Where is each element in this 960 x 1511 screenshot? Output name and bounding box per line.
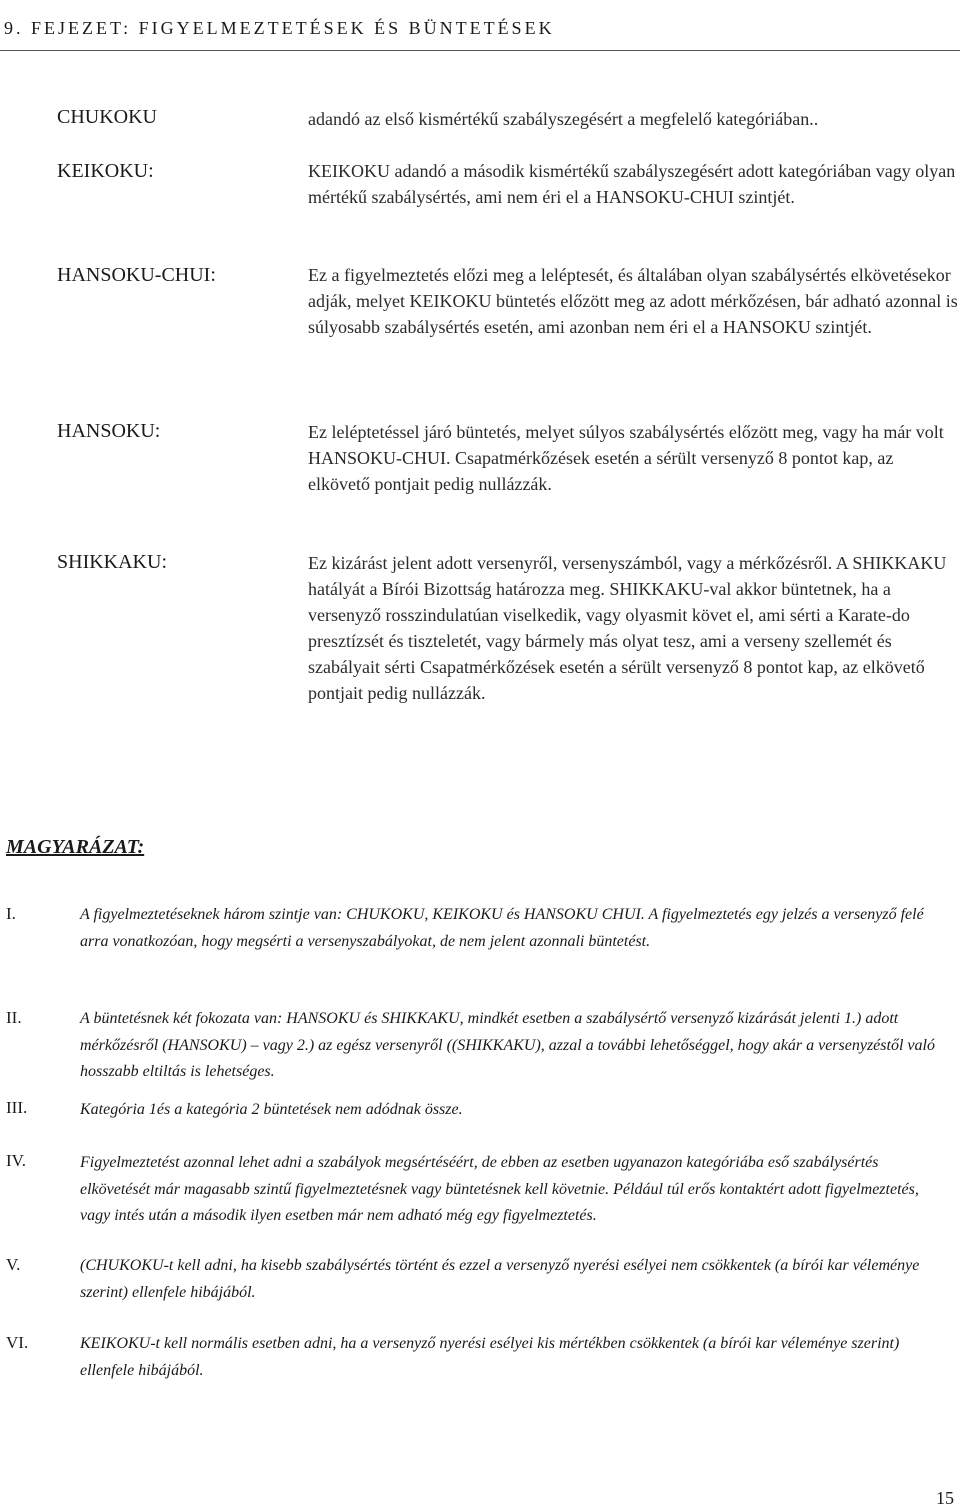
term-text-keikoku: KEIKOKU adandó a második kismértékű szabályszegésért adott kategóriában vagy olyan mértékű szabálysértés, ami nem éri el a HANSOKU-CHUI szintjét.	[308, 161, 956, 207]
note-text: (CHUKOKU-t kell adni, ha kisebb szabálysértés történt és ezzel a versenyző nyerési esélyei nem csökkentek (a bírói kar véleménye szerint) ellenfele hibájából.	[80, 1257, 920, 1301]
heading-divider	[0, 50, 960, 51]
term-label-chukoku: CHUKOKU	[57, 106, 157, 128]
note-number: I.	[6, 904, 16, 923]
note-text: A büntetésnek két fokozata van: HANSOKU és SHIKKAKU, mindkét esetben a szabálysértő versenyző kizárását jelenti 1.) adott mérkőzésről (HANSOKU) – vagy 2.) az egész versenyről ((SHIKKAKU), azzal a további lehetőséggel, hogy akár a versenyzéstől való hosszabb eltiltás is lehetséges.	[80, 1010, 935, 1080]
note-number: III.	[6, 1098, 28, 1117]
chapter-heading: 9. FEJEZET: FIGYELMEZTETÉSEK ÉS BÜNTETÉSEK	[4, 18, 555, 38]
term-text-hansoku-chui: Ez a figyelmeztetés előzi meg a leléptesét, és általában olyan szabálysértés elkövetésekor adják, melyet KEIKOKU büntetés előzött meg az adott mérkőzésen, bár adható azonnal is súlyosabb szabálysértés esetén, ami azonban nem éri el a HANSOKU szintjét.	[308, 265, 958, 337]
term-label-shikkaku: SHIKKAKU:	[57, 551, 167, 573]
term-text-chukoku: adandó az első kismértékű szabályszegésért a megfelelő kategóriában..	[308, 109, 819, 129]
page-number: 15	[936, 1488, 954, 1508]
term-label-hansoku: HANSOKU:	[57, 420, 161, 442]
note-number: IV.	[6, 1151, 26, 1170]
term-text-hansoku: Ez leléptetéssel járó büntetés, melyet súlyos szabálysértés előzött meg, vagy ha már volt HANSOKU-CHUI. Csapatmérkőzések esetén a sérült versenyző 8 pontot kap, az elkövető pontjait pedig nullázzák.	[308, 422, 944, 494]
note-number: VI.	[6, 1333, 29, 1352]
note-text: KEIKOKU-t kell normális esetben adni, ha a versenyző nyerési esélyei kis mértékben csökkentek (a bírói kar véleménye szerint) ellenfele hibájából.	[80, 1335, 900, 1379]
note-text: Figyelmeztetést azonnal lehet adni a szabályok megsértéséért, de ebben az esetben ugyanazon kategóriába eső szabálysértés elkövetését már magasabb szintű figyelmeztetésnek vagy büntetésnek kell követnie. Például túl erős kontaktért adott figyelmeztetés, vagy intés után a második ilyen esetben már nem adható még egy figyelmeztetés.	[80, 1154, 919, 1224]
note-number: II.	[6, 1008, 22, 1027]
note-text: A figyelmeztetéseknek három szintje van: CHUKOKU, KEIKOKU és HANSOKU CHUI. A figyelmeztetés egy jelzés a versenyző felé arra vonatkozóan, hogy megsérti a versenyszabályokat, de nem jelent azonnali büntetést.	[80, 906, 924, 950]
term-label-keikoku: KEIKOKU:	[57, 160, 154, 182]
note-text: Kategória 1és a kategória 2 büntetések nem adódnak össze.	[80, 1101, 463, 1118]
term-text-shikkaku: Ez kizárást jelent adott versenyről, versenyszámból, vagy a mérkőzésről. A SHIKKAKU hatályát a Bírói Bizottság határozza meg. SHIKKAKU-val akkor büntetnek, ha a versenyző rosszindulatúan viselkedik, vagy olyasmit követ el, ami sérti a Karate-do presztízsét és tiszteletét, vagy bármely más olyat tesz, ami a verseny szellemét és szabályait sérti Csapatmérkőzések esetén a sérült versenyző 8 pontot kap, az elkövető pontjait pedig nullázzák.	[308, 553, 947, 703]
explanation-title: MAGYARÁZAT:	[6, 836, 145, 858]
term-label-hansoku-chui: HANSOKU-CHUI:	[57, 264, 216, 286]
note-number: V.	[6, 1255, 21, 1274]
